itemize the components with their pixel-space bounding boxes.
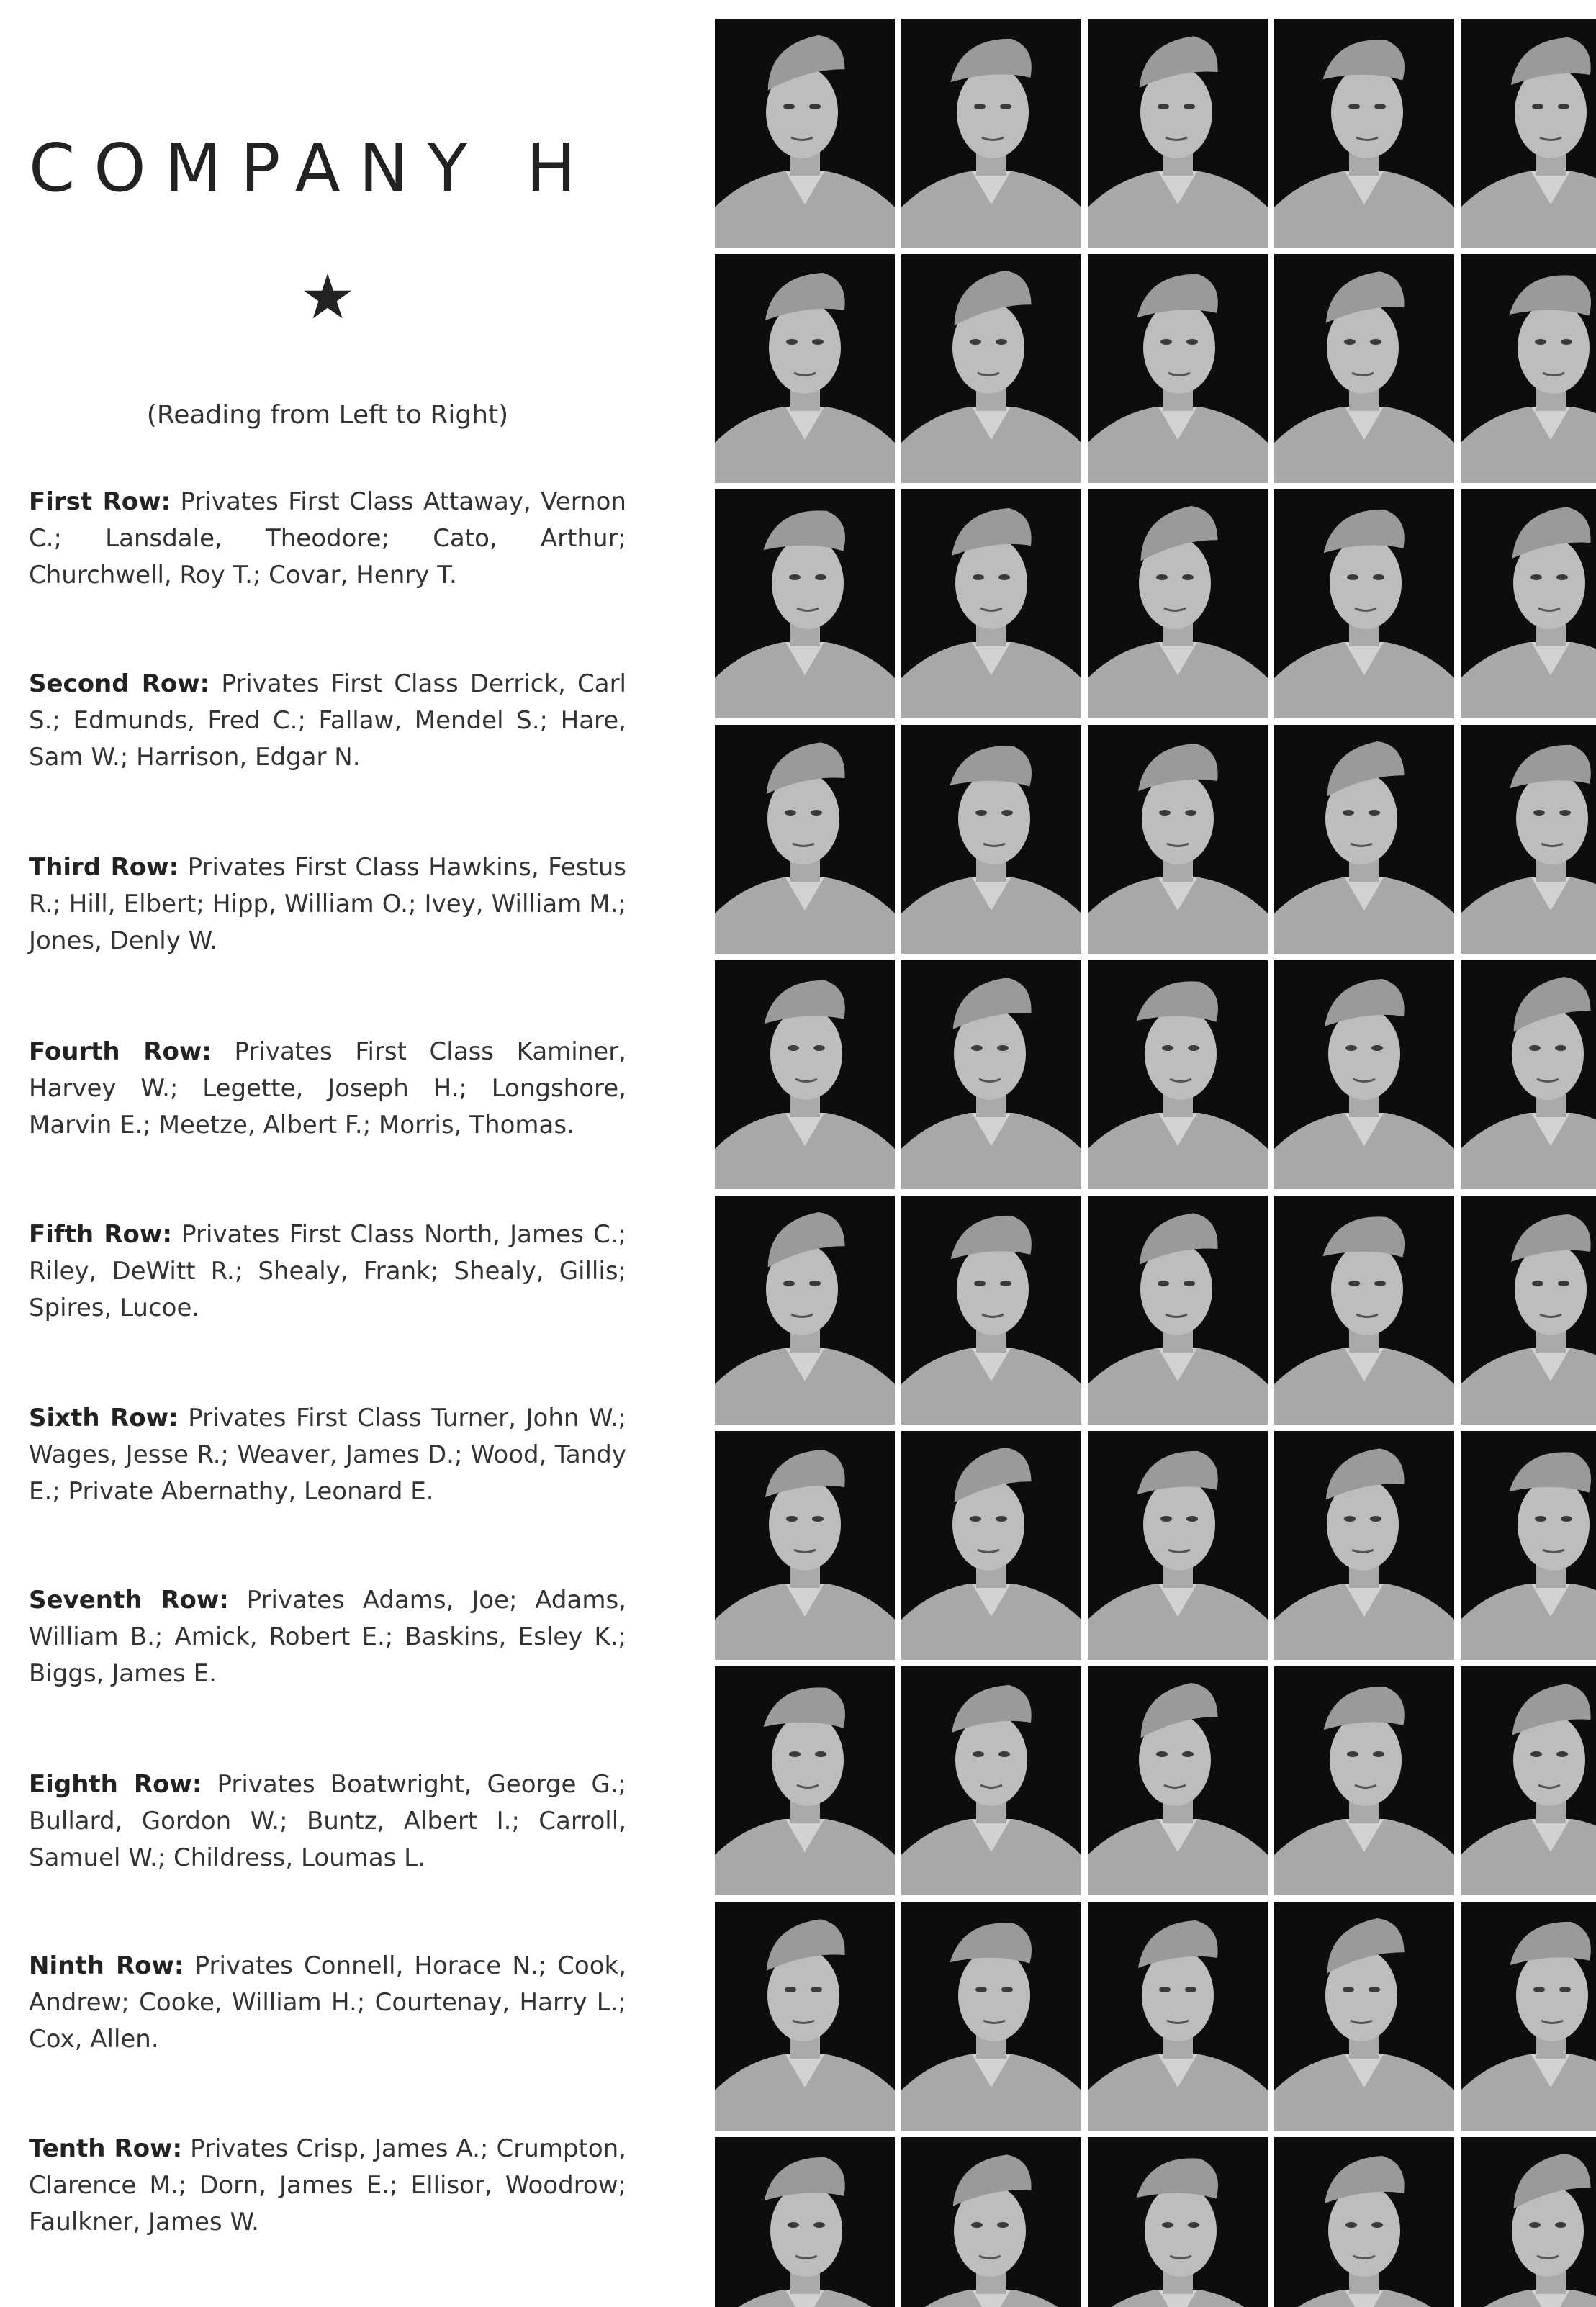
portrait-photo [1461, 1196, 1596, 1425]
soldier-portrait-icon [715, 1666, 895, 1895]
portrait-photo [1461, 960, 1596, 1189]
portrait-photo [1088, 2137, 1268, 2307]
portrait-photo [901, 1902, 1081, 2131]
portrait-photo [1274, 2137, 1454, 2307]
soldier-portrait-icon [1088, 489, 1268, 718]
portrait-photo [1461, 2137, 1596, 2307]
portrait-photo [901, 1666, 1081, 1895]
row-caption-6 [29, 1400, 626, 1510]
portrait-grid [715, 19, 1596, 2307]
portrait-photo [1088, 1431, 1268, 1660]
portrait-photo [1274, 254, 1454, 483]
portrait-photo [715, 1196, 895, 1425]
row-caption-names: Privates Crisp, James A.; Crumpton, Clarence M.; Dorn, James E.; Ellisor, Woodrow; Faulkner, James W. [29, 2134, 626, 2236]
portrait-photo [1274, 960, 1454, 1189]
soldier-portrait-icon [715, 1431, 895, 1660]
portrait-photo [901, 254, 1081, 483]
portrait-photo [715, 1431, 895, 1660]
soldier-portrait-icon [1274, 1666, 1454, 1895]
portrait-photo [901, 489, 1081, 718]
row-caption-heading: Tenth Row: [29, 2134, 183, 2163]
portrait-photo [715, 19, 895, 248]
portrait-photo [1274, 725, 1454, 954]
portrait-photo [1088, 489, 1268, 718]
row-caption-2 [29, 666, 626, 776]
portrait-photo [715, 489, 895, 718]
soldier-portrait-icon [1461, 254, 1596, 483]
portrait-photo [715, 2137, 895, 2307]
portrait-photo [1274, 1902, 1454, 2131]
portrait-photo [901, 960, 1081, 1189]
soldier-portrait-icon [1461, 1196, 1596, 1425]
row-caption-names: Privates First Class Kaminer, Harvey W.; Legette, Joseph H.; Longshore, Marvin E.; Meetze, Albert F.; Morris, Thomas. [29, 1037, 626, 1139]
row-caption-heading: Seventh Row: [29, 1586, 229, 1615]
soldier-portrait-icon [1461, 19, 1596, 248]
portrait-photo [715, 1666, 895, 1895]
soldier-portrait-icon [715, 1196, 895, 1425]
page-title: COMPANY H [29, 130, 595, 207]
soldier-portrait-icon [901, 1196, 1081, 1425]
portrait-photo [901, 1196, 1081, 1425]
caption-column [29, 0, 626, 2307]
row-caption-9 [29, 1948, 626, 2058]
row-caption-5 [29, 1216, 626, 1327]
row-caption-names: Privates First Class Turner, John W.; Wages, Jesse R.; Weaver, James D.; Wood, Tandy E.; Private Abernathy, Leonard E. [29, 1404, 626, 1506]
reading-order-note: (Reading from Left to Right) [146, 400, 509, 430]
soldier-portrait-icon [901, 19, 1081, 248]
row-caption-7 [29, 1582, 626, 1692]
portrait-photo [1274, 489, 1454, 718]
row-caption-heading: Fifth Row: [29, 1220, 172, 1249]
portrait-photo [1461, 725, 1596, 954]
star-icon: ★ [299, 261, 356, 333]
soldier-portrait-icon [715, 960, 895, 1189]
row-caption-names: Privates First Class Attaway, Vernon C.; Lansdale, Theodore; Cato, Arthur; Churchwell, Roy T.; Covar, Henry T. [29, 487, 626, 590]
soldier-portrait-icon [1088, 19, 1268, 248]
soldier-portrait-icon [1088, 1666, 1268, 1895]
portrait-photo [901, 1431, 1081, 1660]
portrait-photo [1461, 489, 1596, 718]
row-caption-names: Privates First Class North, James C.; Riley, DeWitt R.; Shealy, Frank; Shealy, Gillis; Spires, Lucoe. [29, 1220, 626, 1322]
soldier-portrait-icon [1461, 489, 1596, 718]
soldier-portrait-icon [1088, 1431, 1268, 1660]
portrait-photo [715, 1902, 895, 2131]
portrait-photo [1088, 1666, 1268, 1895]
soldier-portrait-icon [1274, 489, 1454, 718]
portrait-photo [1274, 19, 1454, 248]
row-caption-10 [29, 2131, 626, 2241]
soldier-portrait-icon [715, 19, 895, 248]
soldier-portrait-icon [901, 1902, 1081, 2131]
row-caption-heading: First Row: [29, 487, 171, 516]
soldier-portrait-icon [1461, 1902, 1596, 2131]
row-caption-4 [29, 1034, 626, 1144]
soldier-portrait-icon [715, 254, 895, 483]
soldier-portrait-icon [1461, 725, 1596, 954]
portrait-photo [1088, 1902, 1268, 2131]
soldier-portrait-icon [715, 2137, 895, 2307]
portrait-photo [1274, 1666, 1454, 1895]
soldier-portrait-icon [1088, 1902, 1268, 2131]
soldier-portrait-icon [715, 1902, 895, 2131]
portrait-photo [1274, 1196, 1454, 1425]
portrait-photo [715, 960, 895, 1189]
row-caption-8 [29, 1766, 626, 1877]
soldier-portrait-icon [1461, 2137, 1596, 2307]
row-caption-names: Privates Adams, Joe; Adams, William B.; Amick, Robert E.; Baskins, Esley K.; Biggs, James E. [29, 1586, 626, 1688]
soldier-portrait-icon [901, 254, 1081, 483]
soldier-portrait-icon [901, 1431, 1081, 1660]
row-caption-heading: Fourth Row: [29, 1037, 212, 1066]
portrait-photo [901, 19, 1081, 248]
soldier-portrait-icon [1274, 254, 1454, 483]
row-caption-heading: Second Row: [29, 669, 210, 698]
soldier-portrait-icon [1088, 1196, 1268, 1425]
soldier-portrait-icon [1274, 19, 1454, 248]
soldier-portrait-icon [1274, 1902, 1454, 2131]
row-caption-heading: Sixth Row: [29, 1404, 179, 1432]
soldier-portrait-icon [1461, 1431, 1596, 1660]
portrait-photo [901, 2137, 1081, 2307]
soldier-portrait-icon [1461, 960, 1596, 1189]
soldier-portrait-icon [1088, 725, 1268, 954]
soldier-portrait-icon [1088, 254, 1268, 483]
soldier-portrait-icon [1274, 960, 1454, 1189]
row-caption-names: Privates Boatwright, George G.; Bullard, Gordon W.; Buntz, Albert I.; Carroll, Samuel W.; Childress, Loumas L. [29, 1770, 626, 1872]
row-caption-names: Privates First Class Derrick, Carl S.; Edmunds, Fred C.; Fallaw, Mendel S.; Hare, Sam W.; Harrison, Edgar N. [29, 669, 626, 772]
portrait-photo [1461, 1902, 1596, 2131]
portrait-photo [901, 725, 1081, 954]
row-caption-1 [29, 484, 626, 594]
row-caption-names: Privates First Class Hawkins, Festus R.; Hill, Elbert; Hipp, William O.; Ivey, William M.; Jones, Denly W. [29, 853, 626, 955]
soldier-portrait-icon [1461, 1666, 1596, 1895]
soldier-portrait-icon [1088, 2137, 1268, 2307]
soldier-portrait-icon [901, 1666, 1081, 1895]
soldier-portrait-icon [901, 2137, 1081, 2307]
portrait-photo [1088, 254, 1268, 483]
soldier-portrait-icon [1274, 1431, 1454, 1660]
soldier-portrait-icon [1088, 960, 1268, 1189]
portrait-photo [715, 254, 895, 483]
soldier-portrait-icon [901, 725, 1081, 954]
portrait-photo [1088, 960, 1268, 1189]
portrait-photo [715, 725, 895, 954]
row-caption-heading: Third Row: [29, 853, 179, 882]
row-caption-names: Privates Connell, Horace N.; Cook, Andrew; Cooke, William H.; Courtenay, Harry L.; Cox, Allen. [29, 1951, 626, 2054]
soldier-portrait-icon [901, 960, 1081, 1189]
portrait-photo [1088, 19, 1268, 248]
row-caption-heading: Ninth Row: [29, 1951, 184, 1980]
soldier-portrait-icon [1274, 1196, 1454, 1425]
soldier-portrait-icon [715, 725, 895, 954]
portrait-photo [1461, 254, 1596, 483]
portrait-photo [1274, 1431, 1454, 1660]
portrait-photo [1088, 1196, 1268, 1425]
soldier-portrait-icon [1274, 725, 1454, 954]
row-caption-heading: Eighth Row: [29, 1770, 202, 1799]
soldier-portrait-icon [901, 489, 1081, 718]
portrait-photo [1088, 725, 1268, 954]
portrait-photo [1461, 1431, 1596, 1660]
soldier-portrait-icon [1274, 2137, 1454, 2307]
portrait-photo [1461, 1666, 1596, 1895]
row-caption-3 [29, 849, 626, 960]
portrait-photo [1461, 19, 1596, 248]
soldier-portrait-icon [715, 489, 895, 718]
